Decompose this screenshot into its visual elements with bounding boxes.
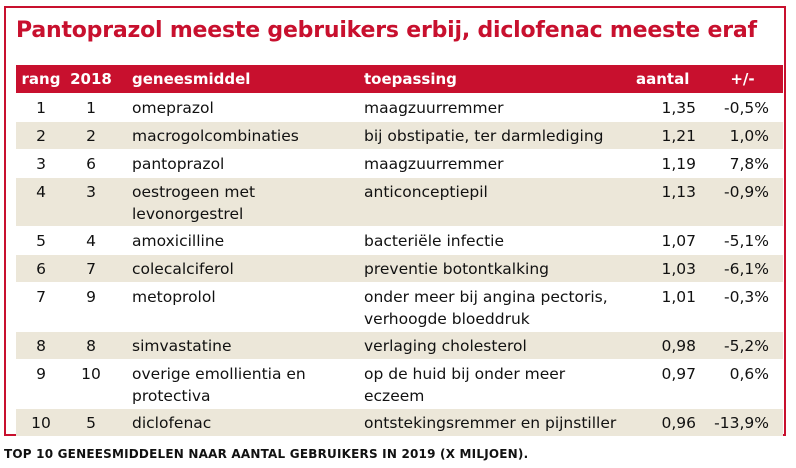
cell-geneesmiddel: pantoprazol	[132, 155, 225, 173]
cell-aantal: 1,19	[661, 155, 696, 173]
cell-change: 1,0%	[729, 127, 769, 145]
cell-toepassing: maagzuurremmer	[364, 155, 504, 173]
cell-rang: 10	[31, 414, 51, 432]
cell-aantal: 1,07	[661, 232, 696, 250]
cell-change: 7,8%	[729, 155, 769, 173]
cell-geneesmiddel: macrogolcombinaties	[132, 127, 299, 145]
cell-aantal: 1,01	[661, 288, 696, 306]
cell-change: -5,1%	[724, 232, 769, 250]
table-row	[16, 331, 783, 359]
cell-geneesmiddel: metoprolol	[132, 288, 216, 306]
cell-rang: 1	[36, 99, 46, 117]
cell-2018: 3	[86, 183, 96, 201]
cell-2018: 10	[81, 365, 101, 383]
cell-2018: 2	[86, 127, 96, 145]
chart-caption: TOP 10 GENEESMIDDELEN NAAR AANTAL GEBRUIKERS IN 2019 (X MILJOEN).	[4, 447, 529, 461]
cell-change: -0,9%	[724, 183, 769, 201]
cell-aantal: 0,96	[661, 414, 696, 432]
cell-geneesmiddel: diclofenac	[132, 414, 212, 432]
cell-aantal: 1,21	[661, 127, 696, 145]
cell-rang: 3	[36, 155, 46, 173]
cell-rang: 7	[36, 288, 46, 306]
table-row	[16, 359, 783, 408]
cell-change: -0,5%	[724, 99, 769, 117]
table-row	[16, 226, 783, 254]
table-row	[16, 177, 783, 226]
cell-aantal: 0,98	[661, 337, 696, 355]
cell-toepassing: verlaging cholesterol	[364, 337, 527, 355]
table-body	[16, 93, 783, 436]
header-change: +/-	[730, 70, 755, 88]
header-2018: 2018	[70, 70, 112, 88]
table-row	[16, 282, 783, 331]
cell-change: -13,9%	[714, 414, 769, 432]
cell-aantal: 0,97	[661, 365, 696, 383]
cell-rang: 2	[36, 127, 46, 145]
header-geneesmiddel: geneesmiddel	[132, 70, 251, 88]
cell-2018: 1	[86, 99, 96, 117]
cell-toepassing: preventie botontkalking	[364, 260, 550, 278]
table-row	[16, 93, 783, 121]
cell-geneesmiddel: amoxicilline	[132, 232, 225, 250]
cell-rang: 8	[36, 337, 46, 355]
cell-toepassing: onder meer bij angina pectoris, verhoogde bloeddruk	[364, 288, 608, 328]
cell-geneesmiddel: colecalciferol	[132, 260, 234, 278]
cell-toepassing: bij obstipatie, ter darmlediging	[364, 127, 604, 145]
cell-geneesmiddel: overige emollientia en protectiva	[132, 365, 306, 405]
cell-toepassing: op de huid bij onder meer eczeem	[364, 365, 566, 405]
cell-2018: 9	[86, 288, 96, 306]
header-toepassing: toepassing	[364, 70, 457, 88]
cell-aantal: 1,13	[661, 183, 696, 201]
cell-2018: 5	[86, 414, 96, 432]
cell-2018: 6	[86, 155, 96, 173]
table-row	[16, 121, 783, 149]
table-row	[16, 149, 783, 177]
cell-2018: 4	[86, 232, 96, 250]
table-header	[16, 65, 783, 93]
chart-title: Pantoprazol meeste gebruikers erbij, diclofenac meeste eraf	[16, 18, 757, 43]
cell-rang: 6	[36, 260, 46, 278]
header-aantal: aantal	[636, 70, 690, 88]
cell-rang: 5	[36, 232, 46, 250]
cell-toepassing: maagzuurremmer	[364, 99, 504, 117]
header-rang: rang	[21, 70, 61, 88]
data-table	[16, 65, 783, 436]
cell-change: 0,6%	[729, 365, 769, 383]
table-row	[16, 254, 783, 282]
cell-toepassing: anticonceptiepil	[364, 183, 488, 201]
cell-2018: 8	[86, 337, 96, 355]
cell-toepassing: bacteriële infectie	[364, 232, 505, 250]
cell-change: -0,3%	[724, 288, 769, 306]
cell-change: -5,2%	[724, 337, 769, 355]
cell-aantal: 1,35	[661, 99, 696, 117]
cell-aantal: 1,03	[661, 260, 696, 278]
cell-change: -6,1%	[724, 260, 769, 278]
cell-2018: 7	[86, 260, 96, 278]
cell-geneesmiddel: omeprazol	[132, 99, 214, 117]
table-card	[4, 6, 786, 436]
table-row	[16, 408, 783, 436]
cell-rang: 4	[36, 183, 46, 201]
cell-geneesmiddel: simvastatine	[132, 337, 232, 355]
cell-rang: 9	[36, 365, 46, 383]
cell-toepassing: ontstekingsremmer en pijnstiller	[364, 414, 617, 432]
cell-geneesmiddel: oestrogeen met levonorgestrel	[132, 183, 256, 223]
